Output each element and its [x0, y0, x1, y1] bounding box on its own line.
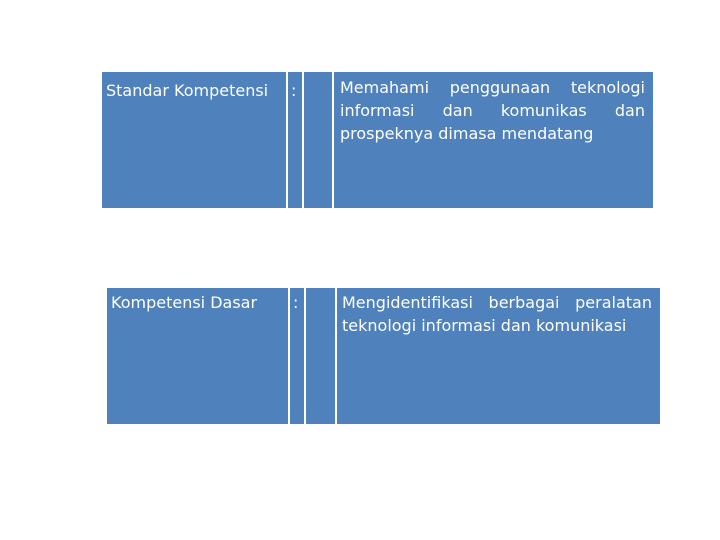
kompetensi-dasar-spacer-cell	[306, 288, 335, 424]
kompetensi-dasar-row	[107, 288, 660, 424]
standar-kompetensi-spacer-cell	[304, 72, 332, 208]
kompetensi-dasar-colon: :	[290, 288, 304, 424]
standar-kompetensi-content: Memahami penggunaan teknologi informasi dan komunikas dan prospeknya dimasa mendatang	[334, 72, 653, 208]
standar-kompetensi-colon: :	[288, 72, 302, 208]
standar-kompetensi-row	[102, 72, 653, 208]
kompetensi-dasar-label: Kompetensi Dasar	[107, 288, 288, 424]
standar-kompetensi-label: Standar Kompetensi	[102, 72, 286, 208]
kompetensi-dasar-content: Mengidentifikasi berbagai peralatan teknologi informasi dan komunikasi	[337, 288, 660, 424]
